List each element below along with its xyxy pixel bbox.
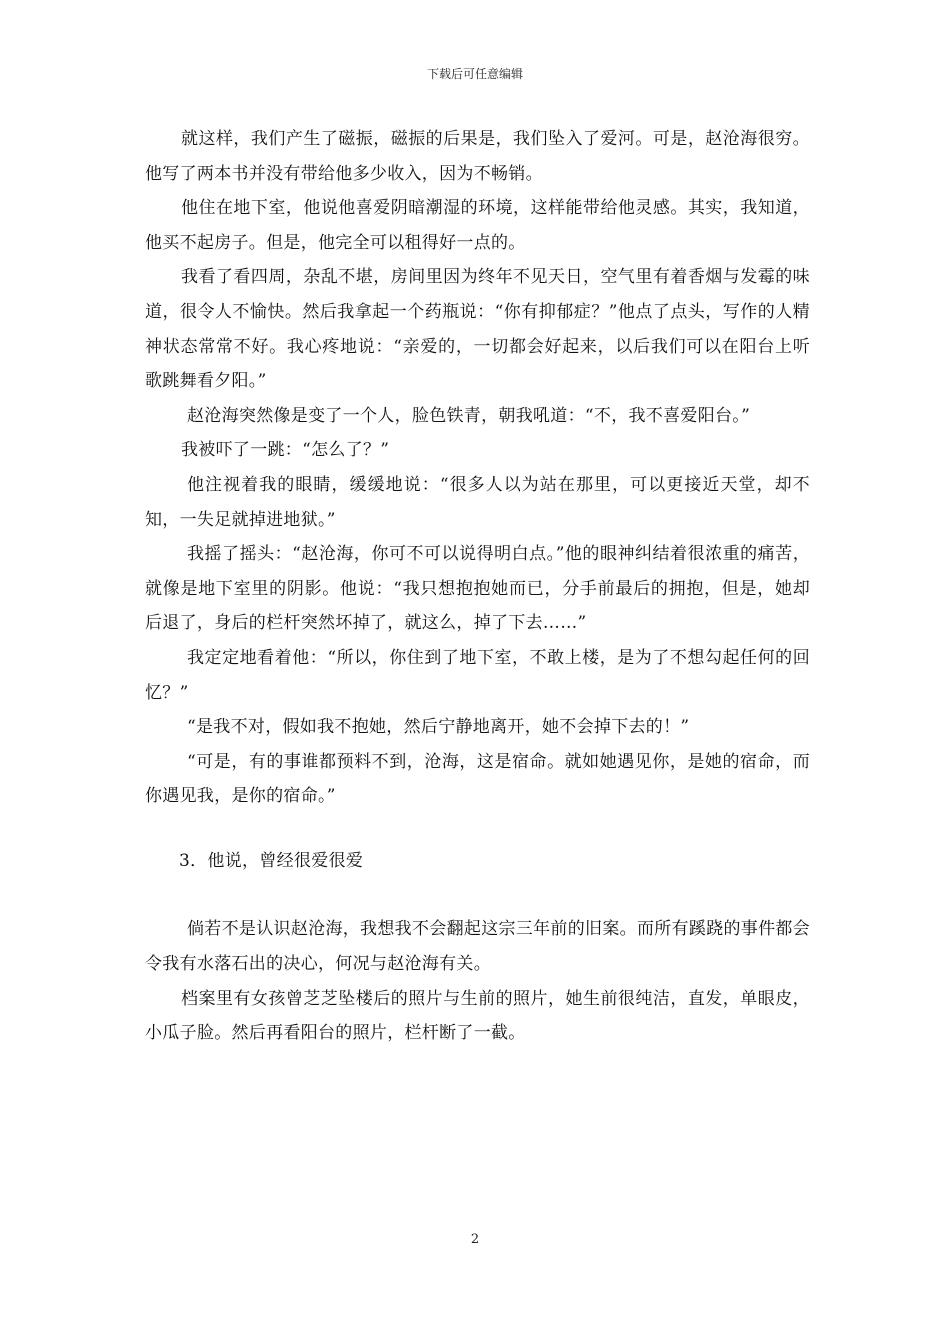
paragraph: 我看了看四周，杂乱不堪，房间里因为终年不见天日，空气里有着香烟与发霉的味道，很令人不愉快。然后我拿起一个药瓶说：“你有抑郁症？”他点了点头，写作的人精神状态常常不好。我心疼地说：“亲爱的，一切都会好起来，以后我们可以在阳台上听歌跳舞看夕阳。” [145,267,810,392]
paragraph: 我定定地看着他：“所以，你住到了地下室，不敢上楼，是为了不想勾起任何的回忆？” [145,647,810,703]
section-heading: 3．他说，曾经很爱很爱 [179,850,364,871]
paragraph: 他住在地下室，他说他喜爱阴暗潮湿的环境，这样能带给他灵感。其实，我知道，他买不起房子。但是，他完全可以租得好一点的。 [145,198,810,253]
paragraph: 我被吓了一跳：“怎么了？” [181,440,390,461]
document-body [145,122,810,1051]
page-header: 下载后可任意编辑 [426,67,523,81]
paragraph: 他注视着我的眼睛，缓缓地说：“很多人以为站在那里，可以更接近天堂，却不知，一失足就掉进地狱。” [145,474,810,530]
paragraph: “是我不对，假如我不抱她，然后宁静地离开，她不会掉下去的！” [187,717,690,738]
paragraph: 我摇了摇头：“赵沧海，你可不可以说得明白点。”他的眼神纠结着很浓重的痛苦，就像是地下室里的阴影。他说：“我只想抱抱她而已，分手前最后的拥抱，但是，她却后退了，身后的栏杆突然坏掉了，就这么，掉了下去……” [145,544,810,634]
paragraph: “可是，有的事谁都预料不到，沧海，这是宿命。就如她遇见你，是她的宿命，而你遇见我，是你的宿命。” [145,751,810,807]
page-number: 2 [470,1232,480,1247]
paragraph: 赵沧海突然像是变了一个人，脸色铁青，朝我吼道：“不，我不喜爱阳台。” [187,405,751,426]
paragraph: 就这样，我们产生了磁振，磁振的后果是，我们坠入了爱河。可是，赵沧海很穷。他写了两本书并没有带给他多少收入，因为不畅销。 [145,129,810,184]
paragraph: 档案里有女孩曾芝芝坠楼后的照片与生前的照片，她生前很纯洁，直发，单眼皮，小瓜子脸。然后再看阳台的照片，栏杆断了一截。 [145,988,810,1044]
paragraph: 倘若不是认识赵沧海，我想我不会翻起这宗三年前的旧案。而所有蹊跷的事件都会令我有水落石出的决心，何况与赵沧海有关。 [145,919,810,975]
